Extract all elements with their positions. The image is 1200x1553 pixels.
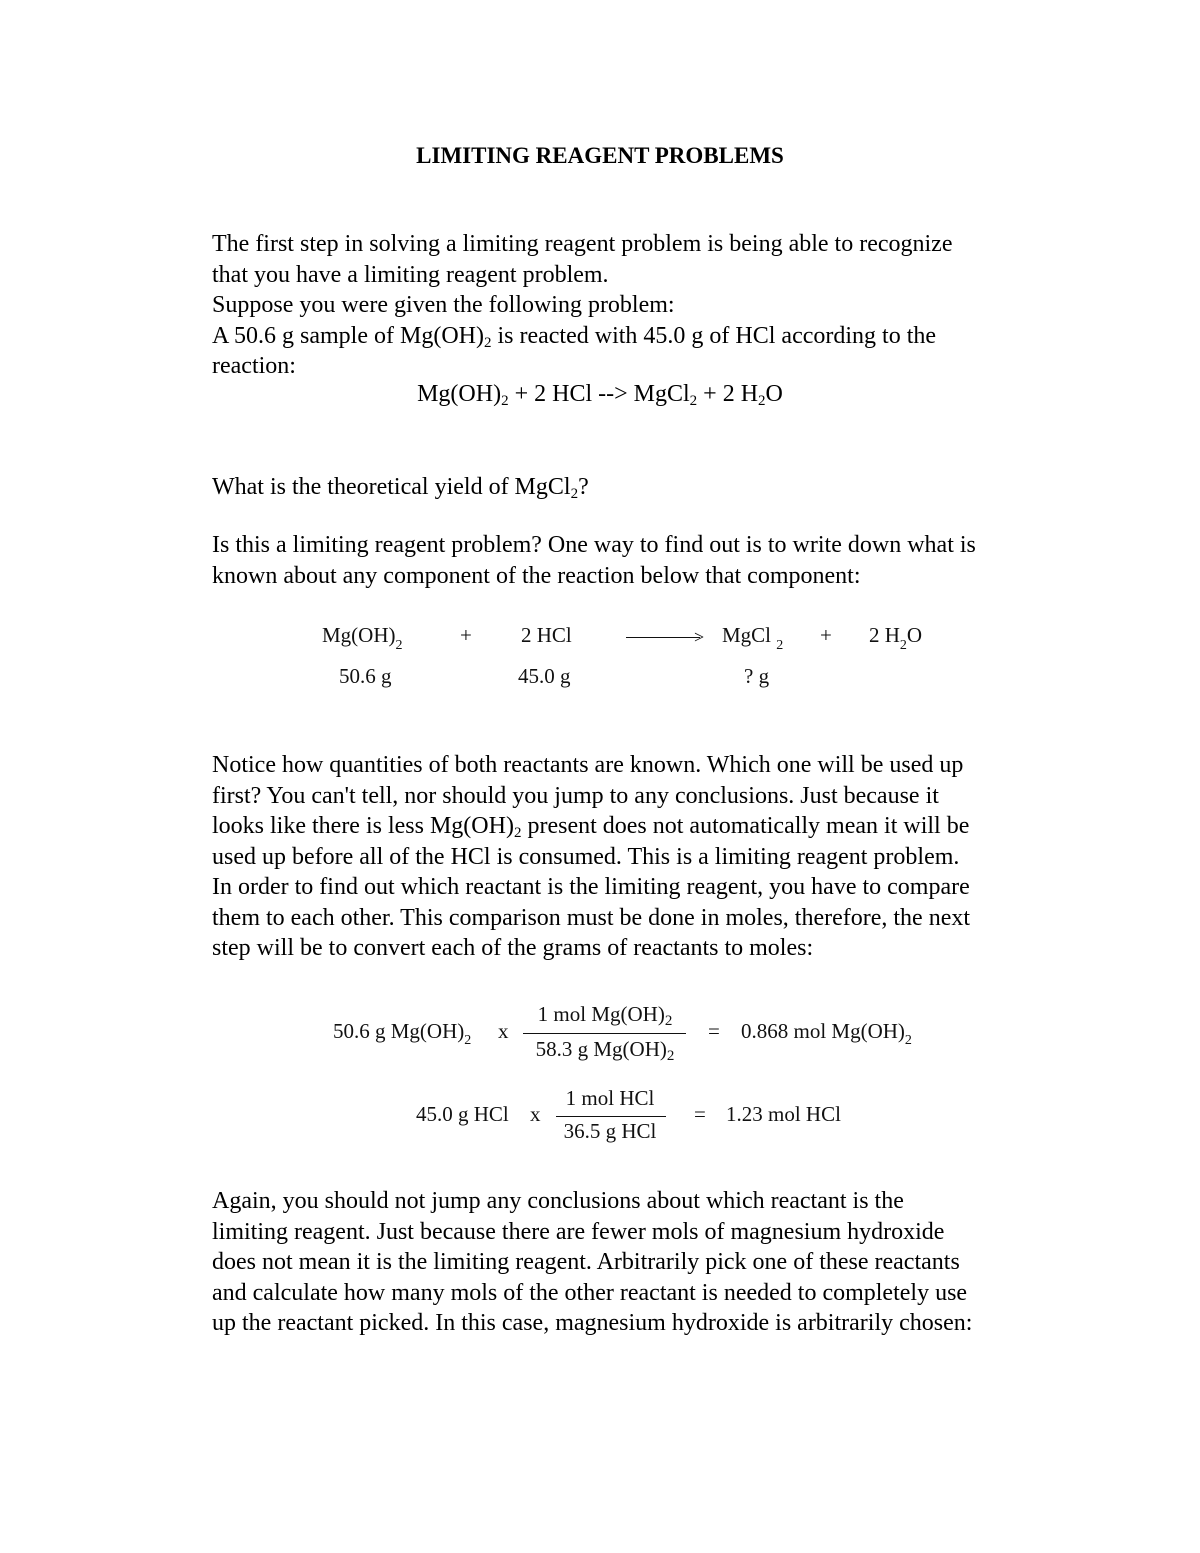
calc1-numerator xyxy=(520,1002,690,1027)
text-line: up the reactant picked. In this case, magnesium hydroxide is arbitrarily chosen: xyxy=(212,1310,973,1336)
formula-text: Mg(OH) xyxy=(322,623,396,647)
text-segment: looks like there is less Mg(OH) xyxy=(212,813,514,839)
product-h2o xyxy=(869,623,923,653)
text-line xyxy=(212,811,1072,842)
subscript: 2 xyxy=(899,638,907,653)
subscript: 2 xyxy=(689,393,698,409)
text-line: Suppose you were given the following problem: xyxy=(212,292,675,318)
calc2-numerator: 1 mol HCl xyxy=(565,1086,655,1110)
calc1-denominator xyxy=(520,1037,690,1062)
text-line xyxy=(212,321,1072,352)
page-title: LIMITING REAGENT PROBLEMS xyxy=(416,143,784,168)
plus-sign: + xyxy=(820,623,832,647)
formula-text: O xyxy=(906,623,923,647)
calc1-given xyxy=(333,1019,472,1048)
subscript: 2 xyxy=(570,486,579,502)
equals-sign: = xyxy=(694,1102,706,1126)
question-paragraph xyxy=(212,472,1072,503)
text-line: that you have a limiting reagent problem. xyxy=(212,261,609,288)
product-mgcl2 xyxy=(722,623,784,653)
subscript: 2 xyxy=(501,393,509,409)
text-line: Again, you should not jump any conclusions about which reactant is the xyxy=(212,1188,904,1214)
text-line: does not mean it is the limiting reagent. Arbitrarily pick one of these reactants xyxy=(212,1249,960,1275)
subscript: 2 xyxy=(758,393,766,409)
formula-text: MgCl xyxy=(722,623,772,647)
eq-part: Mg(OH) xyxy=(417,381,502,407)
reactant-mgoh xyxy=(322,623,403,653)
again-paragraph xyxy=(212,1186,1072,1339)
text-line: limiting reagent. Just because there are fewer mols of magnesium hydroxide xyxy=(212,1218,945,1245)
text-line: step will be to convert each of the grams of reactants to moles: xyxy=(212,935,814,961)
mass-mgcl2: ? g xyxy=(744,664,770,688)
limiting-question-paragraph xyxy=(212,530,1072,591)
reaction-arrow-line xyxy=(626,637,700,638)
times-sign: x xyxy=(498,1019,509,1043)
text-line: first? You can't tell, nor should you jump to any conclusions. Just because it xyxy=(212,782,939,809)
eq-part: + 2 HCl --> MgCl xyxy=(508,381,690,407)
subscript: 2 xyxy=(664,1013,673,1029)
text-line: The first step in solving a limiting reagent problem is being able to recognize xyxy=(212,231,953,257)
text-segment: present does not automatically mean it will be xyxy=(521,813,970,839)
mass-mgoh: 50.6 g xyxy=(339,664,392,688)
text-line: Notice how quantities of both reactants are known. Which one will be used up xyxy=(212,752,964,778)
formula-text: 58.3 g Mg(OH) xyxy=(535,1037,667,1061)
subscript: 2 xyxy=(483,334,492,351)
text-line: known about any component of the reaction below that component: xyxy=(212,562,861,589)
balanced-equation xyxy=(0,381,1200,408)
reactant-hcl: 2 HCl xyxy=(521,623,572,647)
text-line: used up before all of the HCl is consumed. This is a limiting reagent problem. xyxy=(212,843,960,870)
text-segment: A 50.6 g sample of Mg(OH) xyxy=(212,322,484,349)
text-line: In order to find out which reactant is the limiting reagent, you have to compare xyxy=(212,874,970,900)
fraction-bar xyxy=(556,1116,666,1117)
calc2-result: 1.23 mol HCl xyxy=(726,1102,841,1126)
calc2-denominator: 36.5 g HCl xyxy=(563,1119,657,1143)
text-line: them to each other. This comparison must be done in moles, therefore, the next xyxy=(212,904,971,931)
eq-part: + 2 H xyxy=(697,381,759,407)
mass-hcl: 45.0 g xyxy=(518,664,571,688)
text-line: and calculate how many mols of the other reactant is needed to completely use xyxy=(212,1279,968,1306)
reaction-arrow-head: > xyxy=(694,627,705,647)
calc1-result xyxy=(741,1019,912,1048)
intro-paragraph xyxy=(212,229,1072,382)
eq-part: O xyxy=(765,381,783,407)
text-segment: What is the theoretical yield of MgCl xyxy=(212,474,571,500)
subscript: 2 xyxy=(666,1048,675,1064)
text-segment: ? xyxy=(578,474,589,500)
formula-text: 0.868 mol Mg(OH) xyxy=(741,1019,905,1043)
text-line: reaction: xyxy=(212,353,296,379)
formula-text: 2 H xyxy=(869,623,900,647)
formula-text: 50.6 g Mg(OH) xyxy=(333,1019,465,1043)
text-segment: is reacted with 45.0 g of HCl according to the xyxy=(491,322,937,349)
plus-sign: + xyxy=(460,623,472,647)
subscript: 2 xyxy=(776,638,784,653)
times-sign: x xyxy=(530,1102,541,1126)
text-line: Is this a limiting reagent problem? One way to find out is to write down what is xyxy=(212,532,976,558)
subscript: 2 xyxy=(395,638,403,653)
equals-sign: = xyxy=(708,1019,720,1043)
text-line xyxy=(212,472,1072,503)
subscript: 2 xyxy=(464,1033,472,1048)
notice-paragraph xyxy=(212,750,1072,964)
subscript: 2 xyxy=(904,1033,912,1048)
formula-text: 1 mol Mg(OH) xyxy=(537,1002,665,1026)
fraction-bar xyxy=(523,1033,686,1034)
calc2-given: 45.0 g HCl xyxy=(416,1102,509,1126)
subscript: 2 xyxy=(513,825,522,841)
